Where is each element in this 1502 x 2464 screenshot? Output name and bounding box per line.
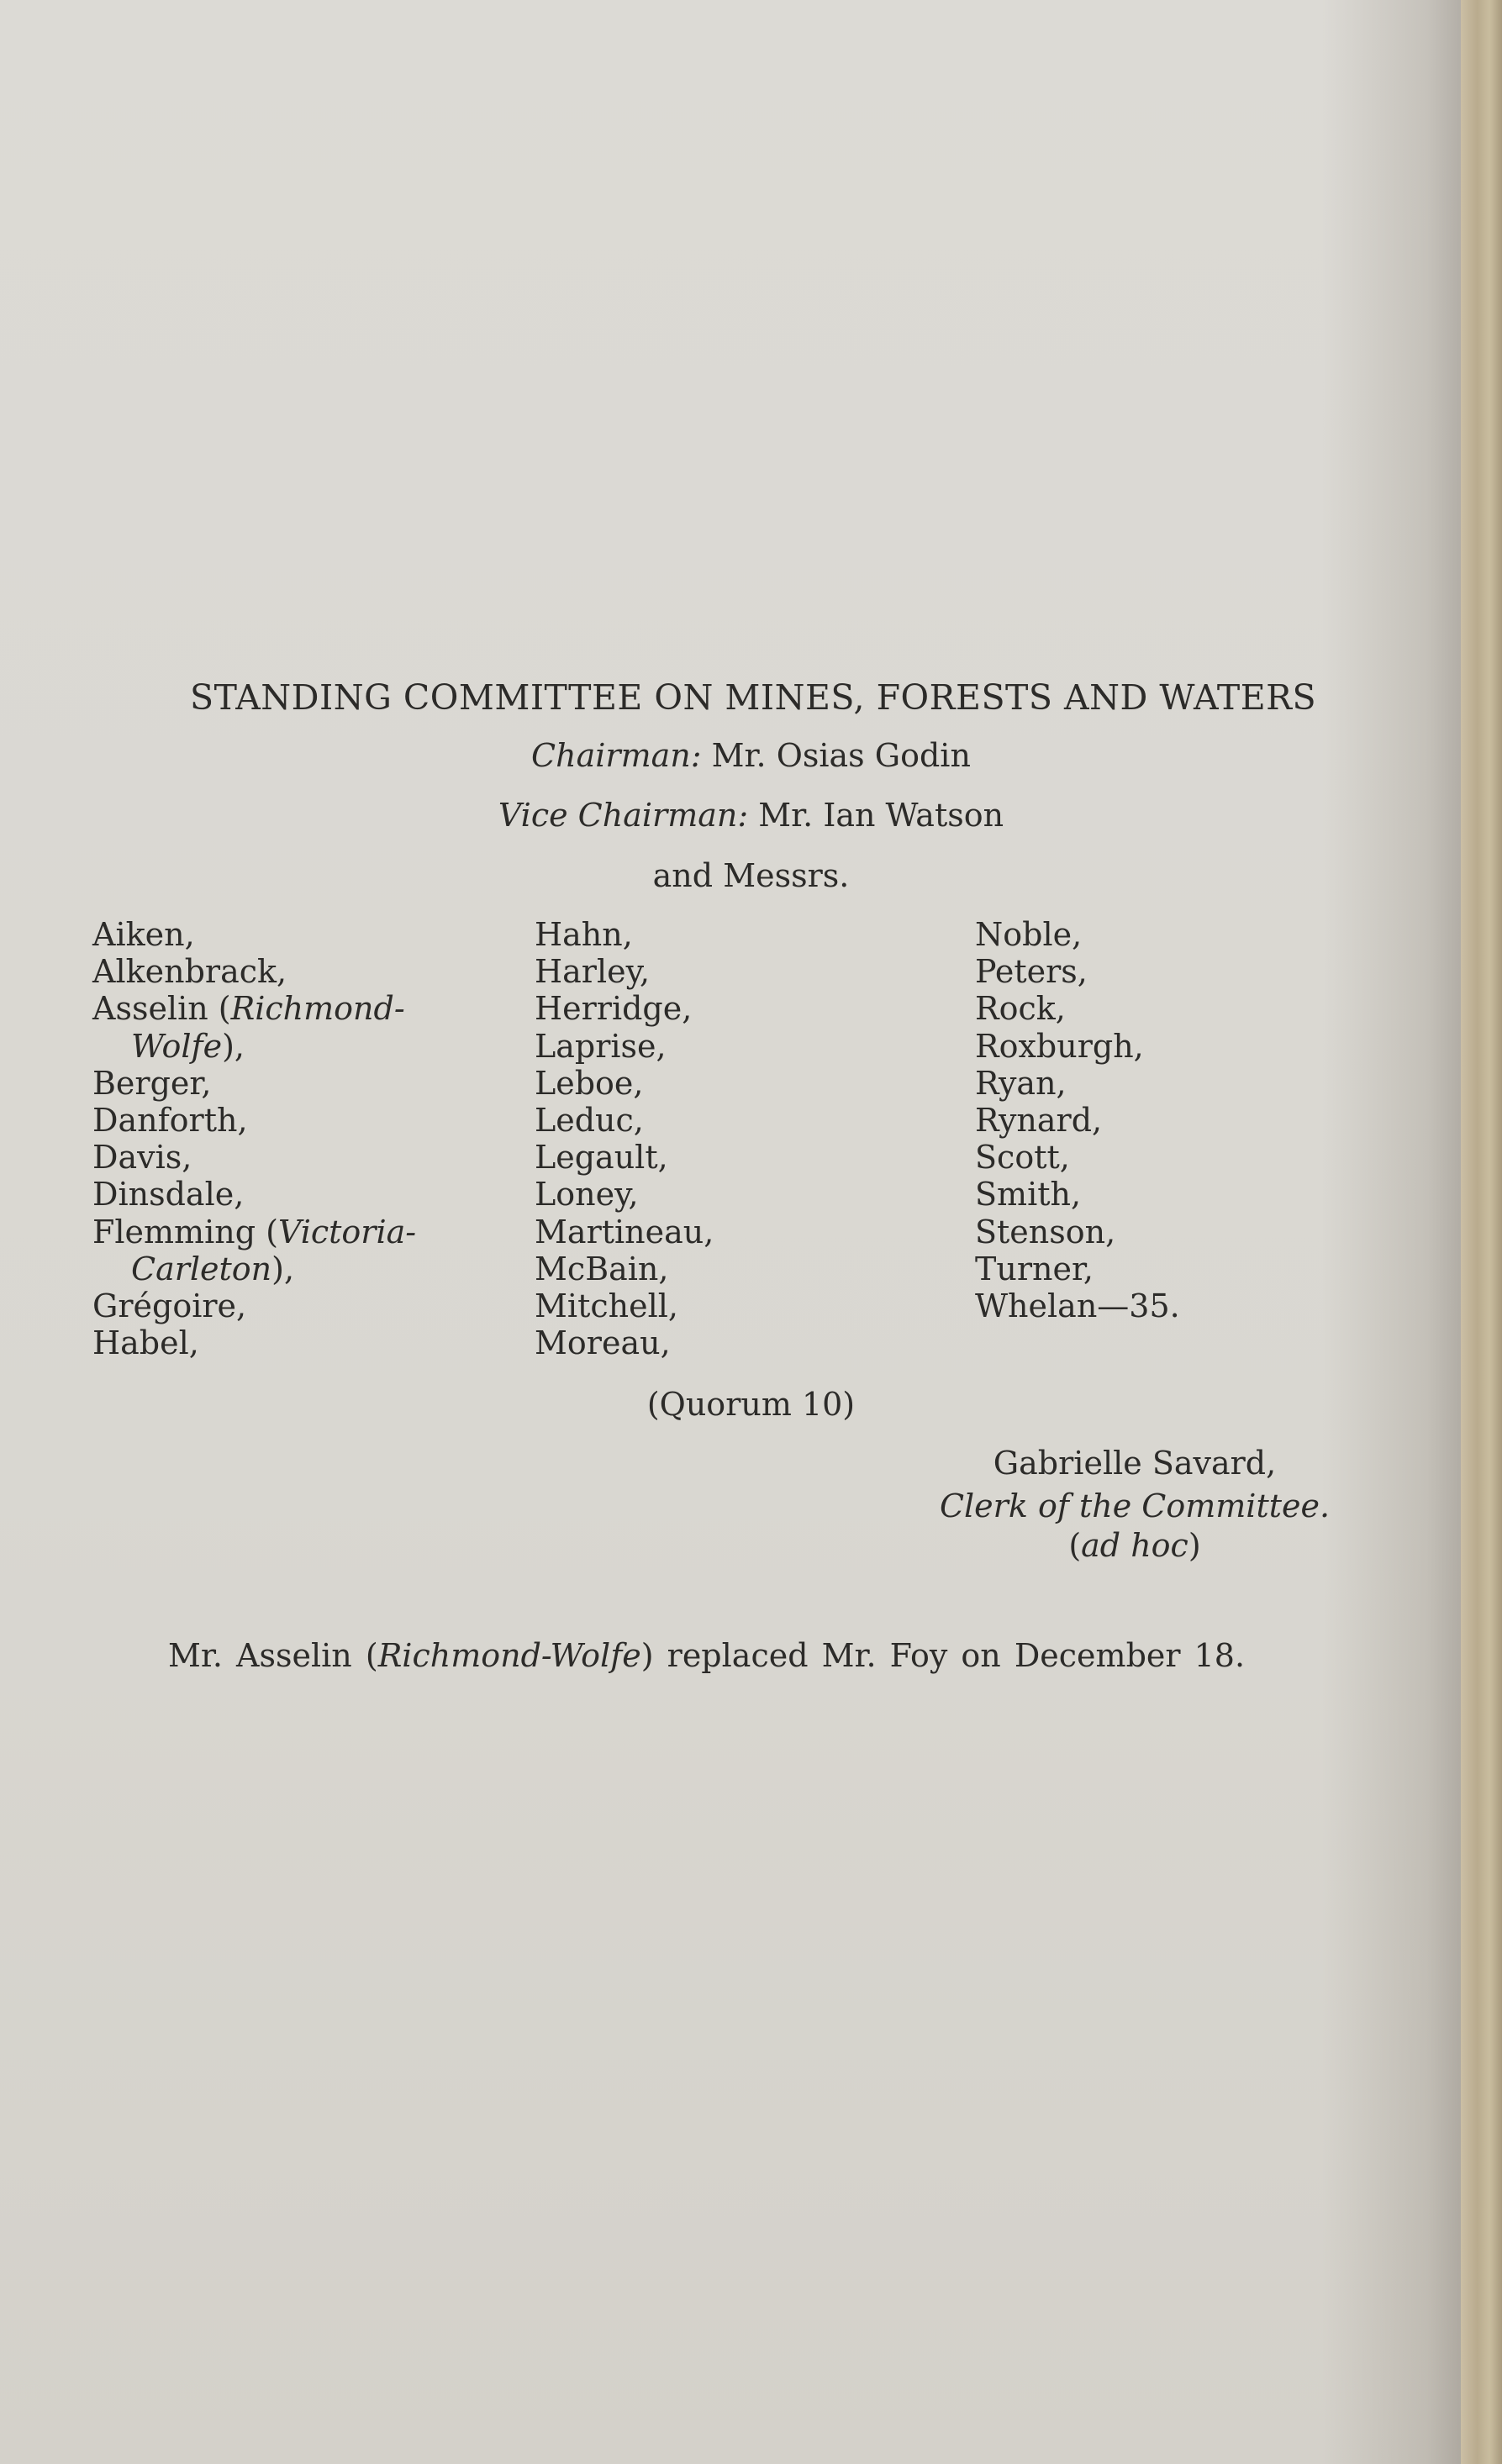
member-riding: Wolfe	[131, 1027, 223, 1065]
member-name: Alkenbrack,	[92, 953, 287, 991]
member-name: Laprise,	[535, 1027, 667, 1065]
members-column-1	[92, 916, 416, 1361]
replacement-note	[168, 1637, 1245, 1674]
member-name: Scott,	[975, 1139, 1070, 1177]
member-name: Rock,	[975, 990, 1066, 1028]
note-riding: Richmond-Wolfe	[377, 1637, 641, 1674]
member-name: Habel,	[92, 1324, 199, 1362]
members-column-3	[975, 916, 1180, 1324]
member-name: Rynard,	[975, 1102, 1103, 1140]
chairman-line	[0, 737, 1502, 774]
member-name-continued	[92, 1028, 416, 1065]
member-name-continued	[92, 1250, 416, 1287]
clerk-title-text: Clerk of the Committee.	[939, 1487, 1331, 1524]
chairman-label: Chairman:	[531, 737, 702, 774]
page-edge	[1461, 0, 1502, 2464]
member-riding-close: ),	[271, 1250, 295, 1287]
member-name: Leduc,	[535, 1102, 644, 1140]
member-name: Aiken,	[92, 916, 195, 953]
member-name: Dinsdale,	[92, 1176, 245, 1214]
member-surname: Asselin (	[92, 990, 231, 1028]
member-name: McBain,	[535, 1250, 669, 1287]
member-name: Martineau,	[535, 1213, 714, 1250]
note-after: ) replaced Mr. Foy on December 18.	[640, 1637, 1246, 1674]
member-name: Turner,	[975, 1250, 1094, 1287]
clerk-ad-hoc-open: (	[1068, 1527, 1082, 1564]
member-name: Harley,	[535, 953, 651, 991]
member-name: Whelan—35.	[975, 1287, 1180, 1325]
clerk-ad-hoc-close: )	[1188, 1527, 1201, 1564]
member-name: Noble,	[975, 916, 1083, 953]
member-riding: Richmond-	[230, 990, 405, 1028]
vice-chairman-label: Vice Chairman:	[498, 797, 749, 834]
clerk-ad-hoc	[933, 1527, 1336, 1564]
member-name: Berger,	[92, 1064, 212, 1102]
member-name: Legault,	[535, 1139, 668, 1177]
and-messrs: and Messrs.	[652, 857, 850, 894]
member-name: Loney,	[535, 1176, 639, 1214]
member-riding: Victoria-	[277, 1213, 417, 1250]
member-name: Davis,	[92, 1139, 192, 1177]
member-name: Peters,	[975, 953, 1088, 991]
clerk-name: Gabrielle Savard,	[993, 1445, 1277, 1482]
members-column-2	[535, 916, 714, 1361]
member-name: Mitchell,	[535, 1287, 678, 1325]
member-name: Stenson,	[975, 1213, 1116, 1250]
member-name: Roxburgh,	[975, 1027, 1144, 1065]
member-surname: Flemming (	[92, 1213, 278, 1250]
member-name: Leboe,	[535, 1064, 644, 1102]
vice-chairman-line	[0, 797, 1502, 834]
note-before: Mr. Asselin (	[168, 1637, 378, 1674]
chairman-name: Mr. Osias Godin	[711, 737, 971, 774]
member-name: Danforth,	[92, 1102, 248, 1140]
member-riding: Carleton	[131, 1250, 272, 1287]
member-name: Grégoire,	[92, 1287, 247, 1325]
member-name: Hahn,	[535, 916, 633, 953]
member-name: Herridge,	[535, 990, 693, 1028]
member-name	[92, 1214, 416, 1250]
member-name: Moreau,	[535, 1324, 671, 1362]
quorum: (Quorum 10)	[646, 1386, 856, 1423]
member-name: Smith,	[975, 1176, 1082, 1214]
committee-title: STANDING COMMITTEE ON MINES, FORESTS AND WATERS	[190, 677, 1317, 718]
member-name: Ryan,	[975, 1064, 1067, 1102]
member-riding-close: ),	[222, 1027, 245, 1065]
member-name	[92, 990, 416, 1027]
vice-chairman-name: Mr. Ian Watson	[758, 797, 1004, 834]
clerk-ad-hoc-text: ad hoc	[1081, 1527, 1188, 1564]
clerk-title	[933, 1487, 1336, 1524]
